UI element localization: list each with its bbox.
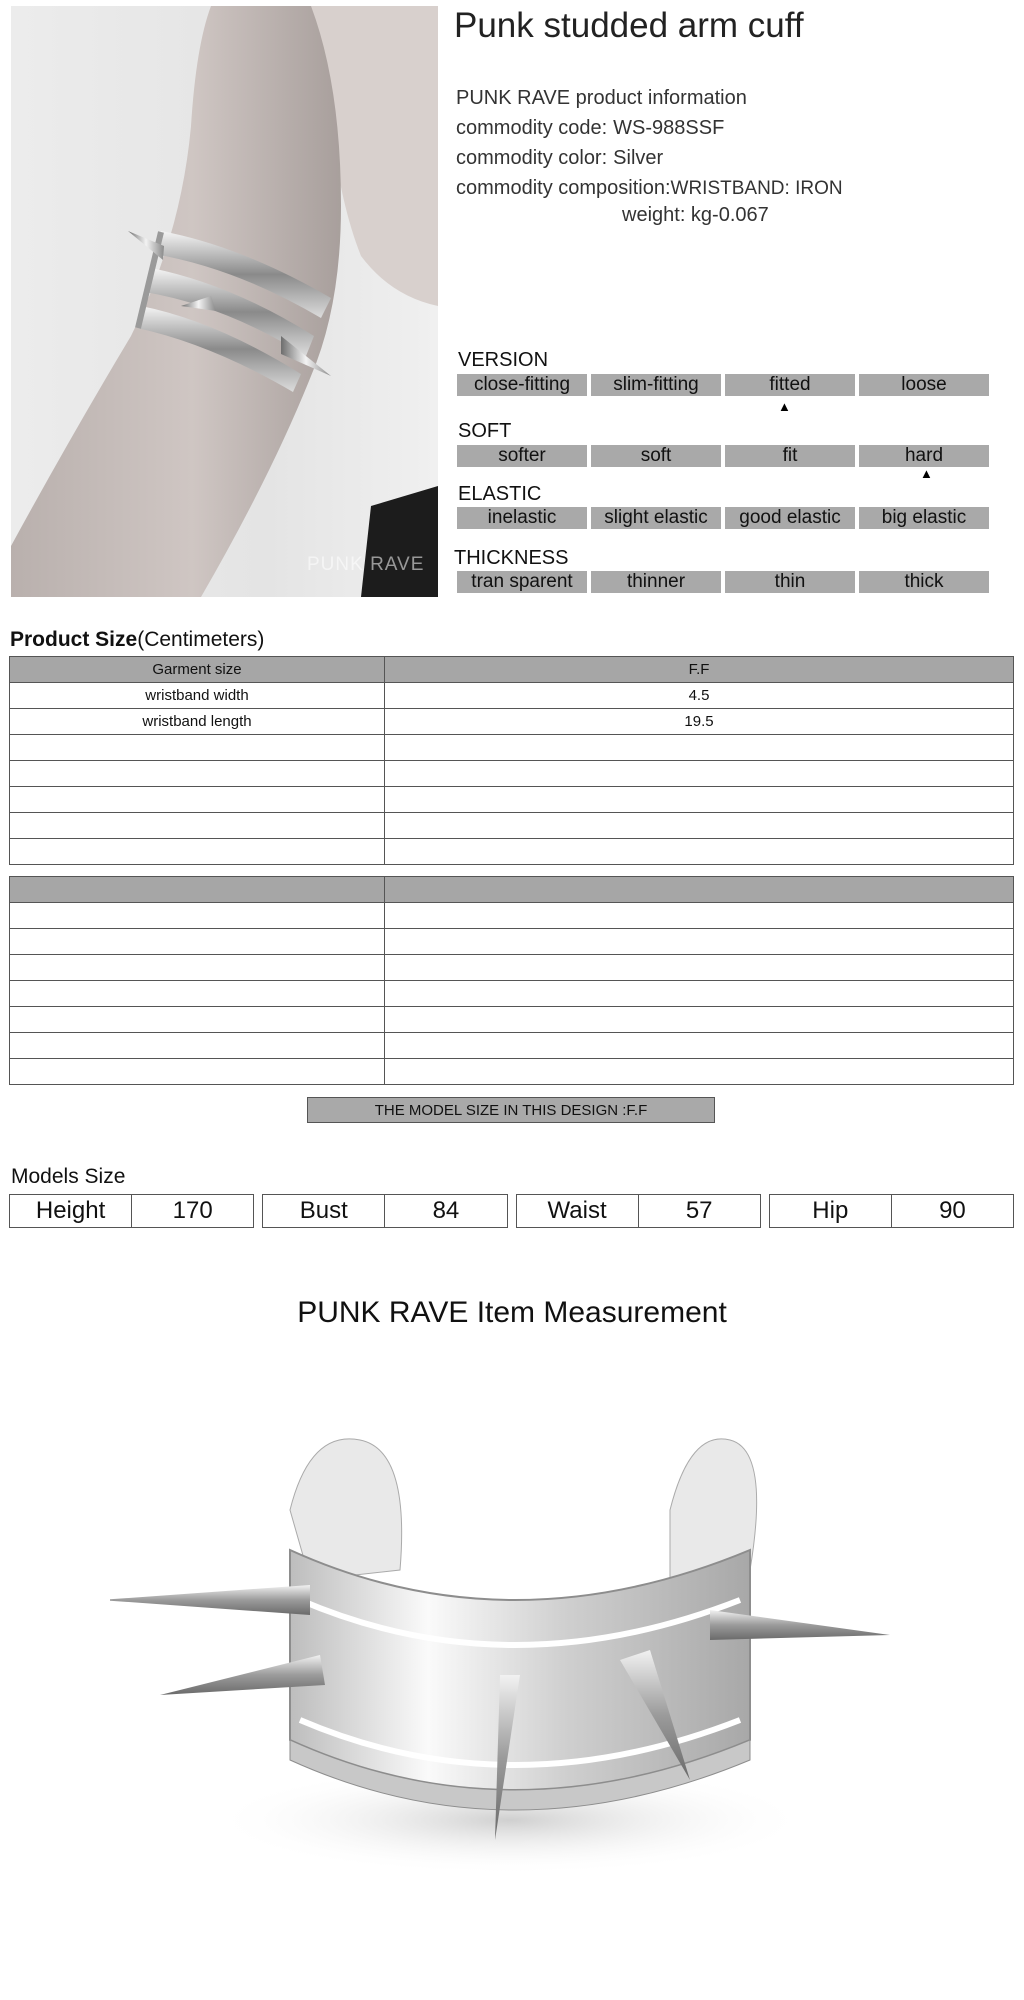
model-waist (516, 1194, 761, 1228)
model-arm-photo (11, 6, 438, 597)
soft-selected-marker: ▲ (920, 466, 933, 481)
model-measure-name: Bust (299, 1197, 348, 1224)
thickness-option: thin (725, 571, 855, 593)
brand-line: PUNK RAVE product information (456, 87, 747, 109)
model-measure-name: Waist (547, 1197, 607, 1224)
cuff-product-photo (110, 1420, 900, 1880)
row-value: 19.5 (385, 709, 1014, 735)
code-label: commodity code: (456, 117, 608, 139)
thickness-option: thick (859, 571, 989, 593)
product-title: Punk studded arm cuff (454, 6, 804, 45)
version-label: VERSION (458, 349, 549, 371)
elastic-option: inelastic (457, 507, 587, 529)
watermark: PUNK RAVE (307, 554, 425, 575)
row-label: wristband width (10, 683, 385, 709)
color-value: Silver (613, 147, 664, 169)
table-row-empty (10, 1033, 1014, 1059)
commodity-code-row (456, 113, 843, 143)
table-header-row (10, 877, 1014, 903)
table-row-empty (10, 735, 1014, 761)
table-row-empty (10, 929, 1014, 955)
elastic-scale (457, 507, 989, 529)
soft-option: soft (591, 445, 721, 467)
table-row-empty (10, 787, 1014, 813)
color-label: commodity color: (456, 147, 608, 169)
soft-label: SOFT (458, 420, 512, 442)
version-option: slim-fitting (591, 374, 721, 396)
version-option: close-fitting (457, 374, 587, 396)
model-measure-name: Height (35, 1197, 106, 1224)
composition-label: commodity composition: (456, 177, 671, 199)
models-size-row (9, 1194, 1014, 1228)
elastic-option: big elastic (859, 507, 989, 529)
soft-option: softer (457, 445, 587, 467)
model-bust (262, 1194, 507, 1228)
weight: weight: kg-0.067 (622, 204, 769, 226)
model-measure-value: 57 (638, 1195, 760, 1227)
size-table (9, 656, 1014, 865)
version-scale (457, 374, 989, 396)
version-selected-marker: ▲ (778, 399, 791, 414)
version-option: fitted (725, 374, 855, 396)
item-measurement-title: PUNK RAVE Item Measurement (297, 1296, 727, 1329)
table-row-empty (10, 1059, 1014, 1085)
soft-scale (457, 445, 989, 467)
table-row (10, 683, 1014, 709)
row-label: wristband length (10, 709, 385, 735)
header-garment-size: Garment size (10, 657, 385, 683)
models-size-label: Models Size (11, 1165, 126, 1188)
elastic-option: good elastic (725, 507, 855, 529)
product-size-heading: Product Size (10, 628, 138, 651)
composition-value: WRISTBAND: IRON (670, 178, 843, 199)
table-row-empty (10, 903, 1014, 929)
row-value: 4.5 (385, 683, 1014, 709)
table-row-empty (10, 813, 1014, 839)
model-height (9, 1194, 254, 1228)
product-size-title (10, 628, 264, 652)
table-row-empty (10, 981, 1014, 1007)
model-hip (769, 1194, 1014, 1228)
commodity-composition-row (456, 173, 843, 204)
model-size-banner: THE MODEL SIZE IN THIS DESIGN :F.F (307, 1097, 715, 1123)
product-size-unit: (Centimeters) (137, 628, 265, 651)
soft-option: hard (859, 445, 989, 467)
table-row-empty (10, 761, 1014, 787)
thickness-label: THICKNESS (454, 547, 569, 569)
soft-option: fit (725, 445, 855, 467)
table-header-row (10, 657, 1014, 683)
secondary-size-table (9, 876, 1014, 1085)
elastic-option: slight elastic (591, 507, 721, 529)
thickness-scale (457, 571, 989, 593)
product-info (456, 83, 843, 226)
model-measure-value: 90 (891, 1195, 1013, 1227)
code-value: WS-988SSF (613, 117, 725, 139)
table-row-empty (10, 839, 1014, 865)
thickness-option: tran sparent (457, 571, 587, 593)
thickness-option: thinner (591, 571, 721, 593)
version-option: loose (859, 374, 989, 396)
model-measure-name: Hip (812, 1197, 849, 1224)
table-row-empty (10, 955, 1014, 981)
table-row (10, 709, 1014, 735)
model-measure-value: 84 (384, 1195, 506, 1227)
table-row-empty (10, 1007, 1014, 1033)
model-measure-value: 170 (131, 1195, 253, 1227)
commodity-color-row (456, 143, 843, 173)
header-size-code: F.F (385, 657, 1014, 683)
elastic-label: ELASTIC (458, 483, 542, 505)
